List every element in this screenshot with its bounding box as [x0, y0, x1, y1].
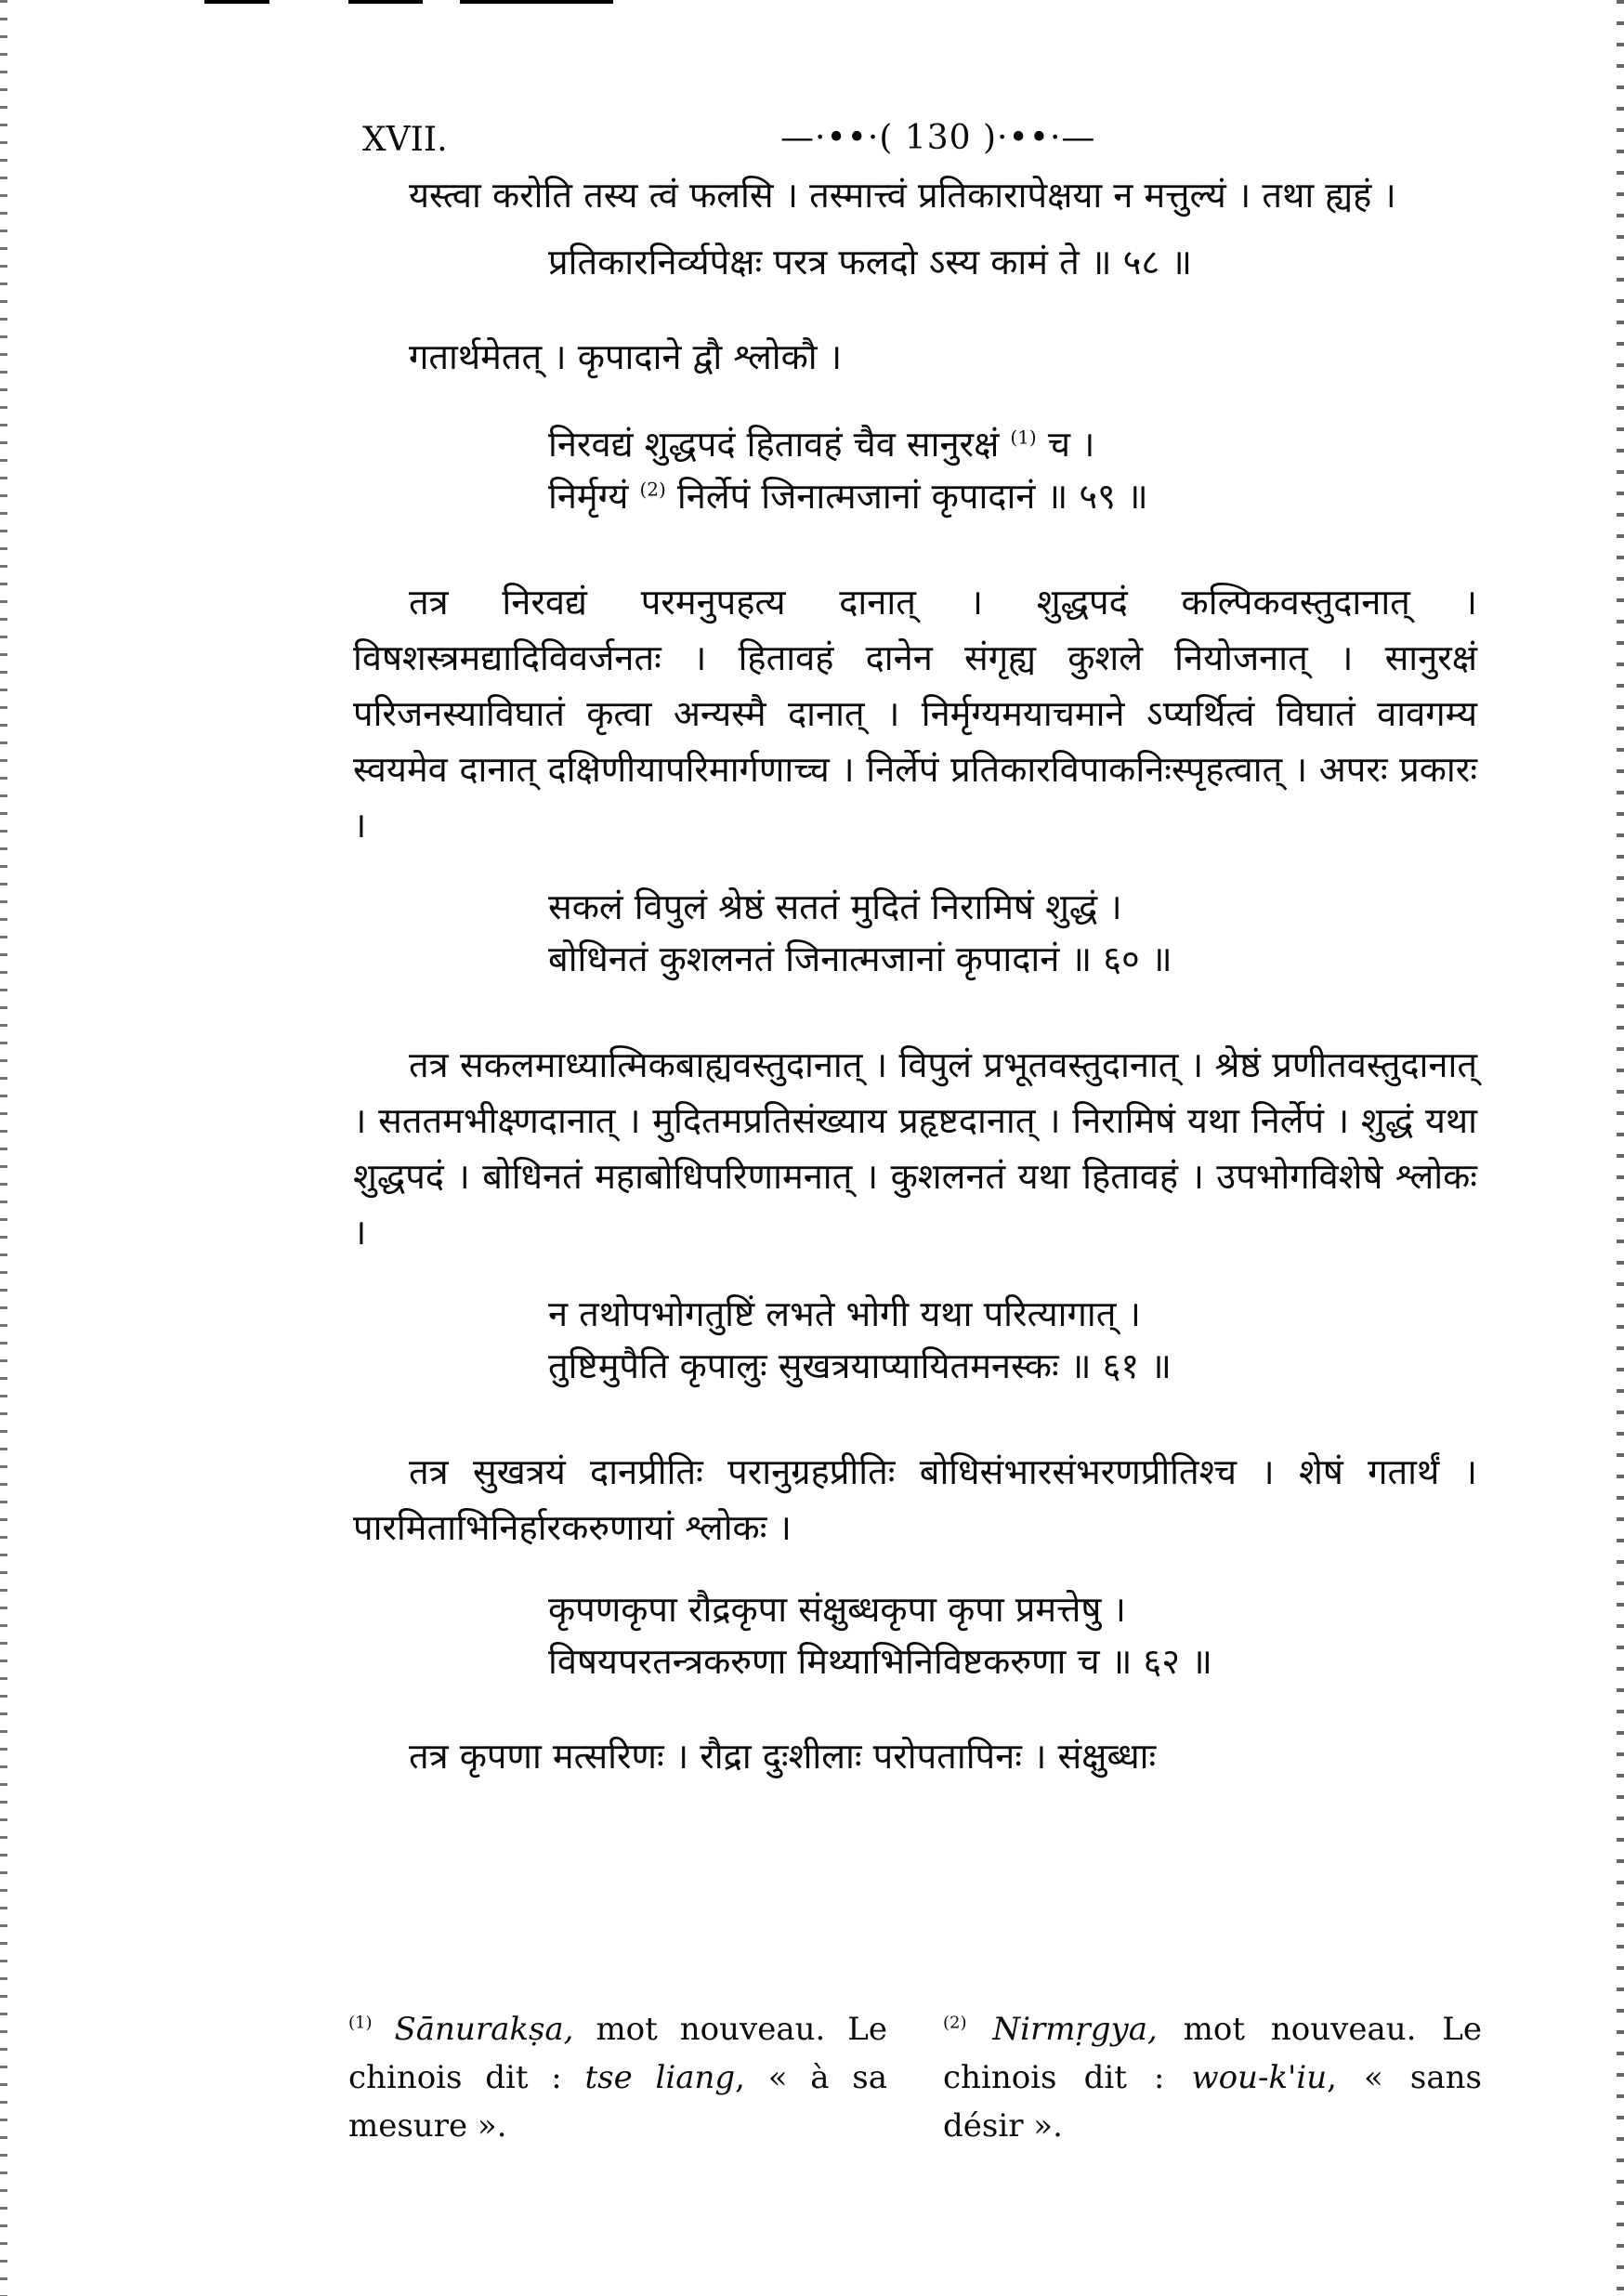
footnote-ref-1[interactable]: (1) [1010, 426, 1037, 449]
footnote-term: Sānurakṣa, [394, 2011, 574, 2048]
footnote-text: , « à sa mesure ». [348, 2059, 887, 2145]
prose-paragraph: तत्र कृपणा मत्सरिणः । रौद्रा दुःशीलाः परोपतापिनः । संक्षुब्धाः [409, 1736, 1157, 1777]
scan-left-edge [0, 0, 7, 2296]
footnote-mark: (1) [348, 2013, 373, 2033]
verse-line: तुष्टिमुपैति कृपालुः सुखत्रयाप्यायितमनस्कः ॥ ६१ ॥ [548, 1345, 1172, 1386]
footnote-term: Nirmṛgya, [992, 2011, 1158, 2048]
prose-paragraph: तत्र सुखत्रयं दानप्रीतिः परानुग्रहप्रीतिः बोधिसंभारसंभरणप्रीतिश्च । शेषं गतार्थं । पारमिताभिनिर्हारकरुणायां श्लोकः । [353, 1451, 1477, 1548]
scan-top-marks [204, 0, 613, 4]
verse-58 [548, 236, 1477, 288]
prose-paragraph: गतार्थमेतत् । कृपादाने द्वौ श्लोकौ । [409, 336, 843, 377]
prose-paragraph: तत्र निरवद्यं परमनुपहत्य दानात् । शुद्धपदं कल्पिकवस्तुदानात् । विषशस्त्रमद्यादिविवर्जनतः । हितावहं दानेन संगृह्य कुशले नियोजनात् । सानुरक्षं परिजनस्याविघातं कृत्वा अन्यस्मै दानात् । निर्मृग्यमयाचमाने ऽप्यर्थित्वं विघातं वावगम्य स्वयमेव दानात् दक्षिणीयापरिमार्गणाच्च । निर्लेपं प्रतिकारविपाकनिःस्पृहत्वात् । अपरः प्रकारः । [353, 582, 1477, 846]
verse-61 [548, 1288, 1477, 1392]
footnote-ref-2[interactable]: (2) [639, 478, 666, 501]
page-body [353, 112, 1477, 1784]
verse-line: निर्मृग्यं $^{(2)}$ निर्लेपं जिनात्मजानां कृपादानं ॥ ५९ ॥ [548, 476, 1148, 517]
section-number: XVII. [362, 121, 448, 159]
verse-line: निरवद्यं शुद्धपदं हितावहं चैव सानुरक्षं $^{(1)}$ च । [548, 424, 1095, 465]
page-number: —·••·( 130 )·••·— [780, 119, 1096, 157]
prose-paragraph: तत्र सकलमाध्यात्मिकबाह्यवस्तुदानात् । विपुलं प्रभूतवस्तुदानात् । श्रेष्ठं प्रणीतवस्तुदानात् । सततमभीक्ष्णदानात् । मुदितमप्रतिसंख्याय प्रहृष्टदानात् । निरामिषं यथा निर्लेपं । शुद्धं यथा शुद्धपदं । बोधिनतं महाबोधिपरिणामनात् । कुशलनतं यथा हितावहं । उपभोगविशेषे श्लोकः । [353, 1044, 1477, 1253]
footnote-term-chinese: wou-k'iu [1191, 2059, 1328, 2096]
verse-line: प्रतिकारनिर्व्यपेक्षः परत्र फलदो ऽस्य कामं ते ॥ ५८ ॥ [548, 242, 1193, 282]
footnote-2 [943, 2005, 1482, 2150]
footnote-text: mot nouveau. Le chinois dit : [348, 2011, 887, 2096]
verse-60 [548, 881, 1477, 985]
prose-paragraph: यस्त्वा करोति तस्य त्वं फलसि । तस्मात्त्वं प्रतिकारापेक्षया न मत्तुल्यं । तथा ह्यहं । [409, 175, 1396, 216]
verse-line: कृपणकृपा रौद्रकृपा संक्षुब्धकृपा कृपा प्रमत्तेषु । [548, 1589, 1126, 1630]
verse-line: विषयपरतन्त्रकरुणा मिथ्याभिनिविष्टकरुणा च ॥ ६२ ॥ [548, 1641, 1212, 1682]
running-header [353, 112, 1477, 167]
footnote-text: , « sans désir ». [943, 2059, 1482, 2145]
verse-62 [548, 1583, 1477, 1687]
verse-line: सकलं विपुलं श्रेष्ठं सततं मुदितं निरामिषं शुद्धं । [548, 886, 1122, 927]
footnote-term-chinese: tse liang [584, 2059, 736, 2096]
verse-59 [548, 418, 1477, 522]
verse-line: बोधिनतं कुशलनतं जिनात्मजानां कृपादानं ॥ ६० ॥ [548, 938, 1172, 979]
scan-right-edge [1617, 0, 1624, 2296]
verse-line: न तथोपभोगतुष्टिं लभते भोगी यथा परित्यागात् । [548, 1293, 1141, 1334]
footnote-mark: (2) [943, 2013, 967, 2033]
footnote-text: mot nouveau. Le chinois dit : [943, 2011, 1482, 2096]
footnote-1 [348, 2005, 887, 2150]
